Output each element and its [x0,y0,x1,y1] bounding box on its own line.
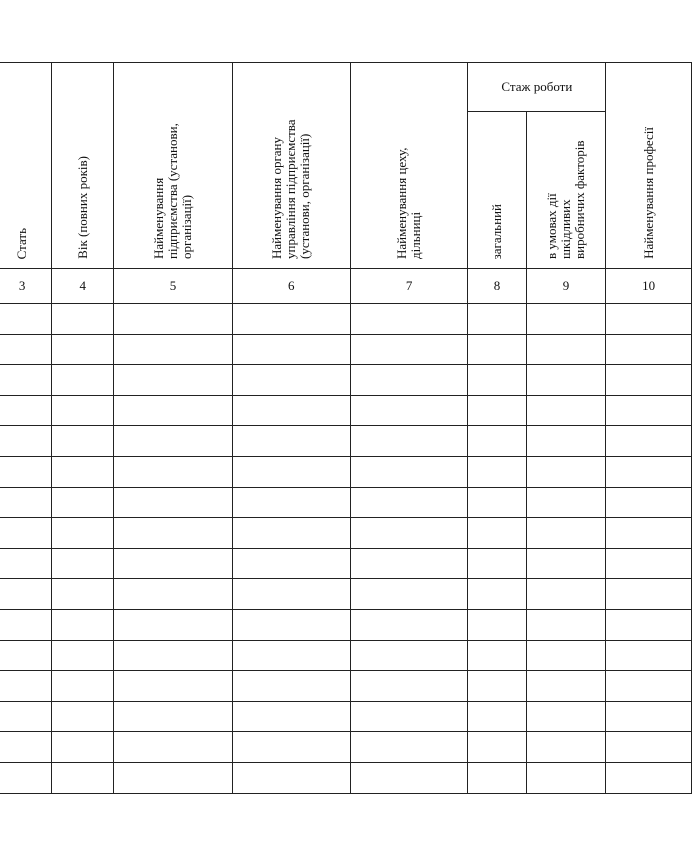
table-row [0,456,692,487]
table-cell[interactable] [232,762,350,793]
table-cell[interactable] [0,609,52,640]
table-row [0,487,692,518]
table-cell[interactable] [606,579,692,610]
table-cell[interactable] [350,609,467,640]
table-cell[interactable] [52,304,114,335]
table-cell[interactable] [526,304,606,335]
table-cell[interactable] [350,579,467,610]
table-cell[interactable] [52,487,114,518]
table-cell[interactable] [526,395,606,426]
table-cell[interactable] [350,518,467,549]
table-cell[interactable] [114,365,232,396]
header-sex-label: Стать [14,227,30,259]
column-number: 7 [350,269,467,304]
table-cell[interactable] [468,518,526,549]
table-row [0,548,692,579]
table-cell[interactable] [0,426,52,457]
table-cell[interactable] [114,701,232,732]
table-cell[interactable] [350,640,467,671]
table-cell[interactable] [0,732,52,763]
table-cell[interactable] [52,548,114,579]
column-number: 3 [0,269,52,304]
table-cell[interactable] [606,395,692,426]
table-cell[interactable] [114,762,232,793]
table-cell[interactable] [52,609,114,640]
header-enterprise [114,63,232,269]
table-cell[interactable] [232,395,350,426]
table-cell[interactable] [526,732,606,763]
table-cell[interactable] [350,426,467,457]
table-cell[interactable] [350,732,467,763]
table-row [0,732,692,763]
table-cell[interactable] [526,487,606,518]
table-cell[interactable] [0,548,52,579]
table-cell[interactable] [232,548,350,579]
table-cell[interactable] [468,426,526,457]
table-cell[interactable] [232,671,350,702]
table-row [0,518,692,549]
table-cell[interactable] [0,640,52,671]
table-cell[interactable] [350,762,467,793]
table-row [0,304,692,335]
table-cell[interactable] [526,426,606,457]
table-cell[interactable] [526,365,606,396]
table-row [0,671,692,702]
table-cell[interactable] [606,456,692,487]
table-cell[interactable] [0,762,52,793]
table-cell[interactable] [350,395,467,426]
table-cell[interactable] [52,579,114,610]
column-number: 5 [114,269,232,304]
header-experience-harmful-label: в умовах дії шкідливих виробничих факторів [544,140,587,259]
table-row [0,762,692,793]
column-number: 9 [526,269,606,304]
table-cell[interactable] [526,609,606,640]
column-number-row [0,269,692,304]
table-row [0,609,692,640]
header-sex [0,63,52,269]
table-cell[interactable] [52,671,114,702]
header-workshop-label: Найменування цеху, дільниці [394,147,424,259]
table-cell[interactable] [468,334,526,365]
header-work-experience [468,63,606,112]
column-number: 6 [232,269,350,304]
table-cell[interactable] [52,732,114,763]
table-cell[interactable] [114,334,232,365]
table-cell[interactable] [114,640,232,671]
table-cell[interactable] [0,365,52,396]
table-cell[interactable] [114,304,232,335]
table-cell[interactable] [468,762,526,793]
table-cell[interactable] [0,487,52,518]
table-cell[interactable] [0,334,52,365]
table-row [0,701,692,732]
header-age-label: Вік (повних років) [74,156,90,259]
table-cell[interactable] [606,732,692,763]
table-cell[interactable] [0,579,52,610]
table-cell[interactable] [468,548,526,579]
table-cell[interactable] [606,671,692,702]
table-cell[interactable] [350,671,467,702]
table-cell[interactable] [114,609,232,640]
table-cell[interactable] [468,487,526,518]
table-cell[interactable] [114,395,232,426]
table-cell[interactable] [350,701,467,732]
table-row [0,395,692,426]
table-cell[interactable] [52,365,114,396]
table-cell[interactable] [0,456,52,487]
table-cell[interactable] [606,518,692,549]
header-profession-label: Найменування професії [640,127,656,259]
table-cell[interactable] [350,548,467,579]
table-cell[interactable] [468,456,526,487]
header-management-body [232,63,350,269]
table-cell[interactable] [232,579,350,610]
table-cell[interactable] [114,671,232,702]
table-cell[interactable] [52,456,114,487]
table-cell[interactable] [350,304,467,335]
table-cell[interactable] [526,640,606,671]
table-row [0,579,692,610]
table-cell[interactable] [52,334,114,365]
table-cell[interactable] [0,518,52,549]
table-cell[interactable] [468,732,526,763]
table-cell[interactable] [232,640,350,671]
header-enterprise-label: Найменування підприємства (установи, організації) [150,123,194,259]
table-cell[interactable] [232,487,350,518]
column-number: 10 [606,269,692,304]
table-cell[interactable] [0,671,52,702]
blank-rows [0,304,692,794]
table-cell[interactable] [468,579,526,610]
table-cell[interactable] [526,701,606,732]
table-cell[interactable] [52,762,114,793]
table-cell[interactable] [606,548,692,579]
table-cell[interactable] [0,701,52,732]
table-cell[interactable] [606,487,692,518]
header-experience-total [468,112,526,269]
table-cell[interactable] [526,671,606,702]
header-management-body-label: Найменування органу управління підприємства (установи, організації) [269,119,313,259]
table-cell[interactable] [232,304,350,335]
table-cell[interactable] [232,732,350,763]
column-number: 4 [52,269,114,304]
table-cell[interactable] [350,487,467,518]
table-cell[interactable] [526,518,606,549]
table-cell[interactable] [350,456,467,487]
table-cell[interactable] [114,579,232,610]
header-workshop [350,63,467,269]
table-cell[interactable] [606,609,692,640]
table-cell[interactable] [468,701,526,732]
header-experience-total-label: загальний [489,203,504,259]
table-cell[interactable] [606,304,692,335]
table-cell[interactable] [606,426,692,457]
table-cell[interactable] [232,609,350,640]
table-cell[interactable] [526,548,606,579]
table-cell[interactable] [468,640,526,671]
table-cell[interactable] [232,701,350,732]
table-cell[interactable] [468,671,526,702]
table-row [0,334,692,365]
header-experience-harmful [526,112,606,269]
table-cell[interactable] [114,732,232,763]
table-cell[interactable] [526,456,606,487]
table-cell[interactable] [52,395,114,426]
table-cell[interactable] [232,518,350,549]
table-cell[interactable] [114,456,232,487]
table-cell[interactable] [468,365,526,396]
header-profession [606,63,692,269]
table-cell[interactable] [350,365,467,396]
table-cell[interactable] [232,334,350,365]
table-cell[interactable] [52,518,114,549]
register-table [0,62,692,794]
table-cell[interactable] [232,426,350,457]
table-cell[interactable] [606,640,692,671]
table-cell[interactable] [606,365,692,396]
table-cell[interactable] [232,365,350,396]
table-cell[interactable] [606,334,692,365]
column-number: 8 [468,269,526,304]
table-cell[interactable] [468,395,526,426]
table-cell[interactable] [526,334,606,365]
table-cell[interactable] [232,456,350,487]
table-cell[interactable] [114,518,232,549]
header-work-experience-label: Стаж роботи [501,79,573,95]
table-cell[interactable] [468,609,526,640]
table-cell[interactable] [0,395,52,426]
table-row [0,426,692,457]
table-cell[interactable] [606,701,692,732]
table-cell[interactable] [114,426,232,457]
table-cell[interactable] [114,487,232,518]
header-row-1 [0,63,692,112]
table-cell[interactable] [526,579,606,610]
table-cell[interactable] [0,304,52,335]
table-row [0,365,692,396]
table-cell[interactable] [350,334,467,365]
table-cell[interactable] [52,701,114,732]
table-cell[interactable] [52,426,114,457]
table-cell[interactable] [114,548,232,579]
table-cell[interactable] [526,762,606,793]
header-age [52,63,114,269]
table-cell[interactable] [52,640,114,671]
table-row [0,640,692,671]
table-cell[interactable] [606,762,692,793]
table-cell[interactable] [468,304,526,335]
